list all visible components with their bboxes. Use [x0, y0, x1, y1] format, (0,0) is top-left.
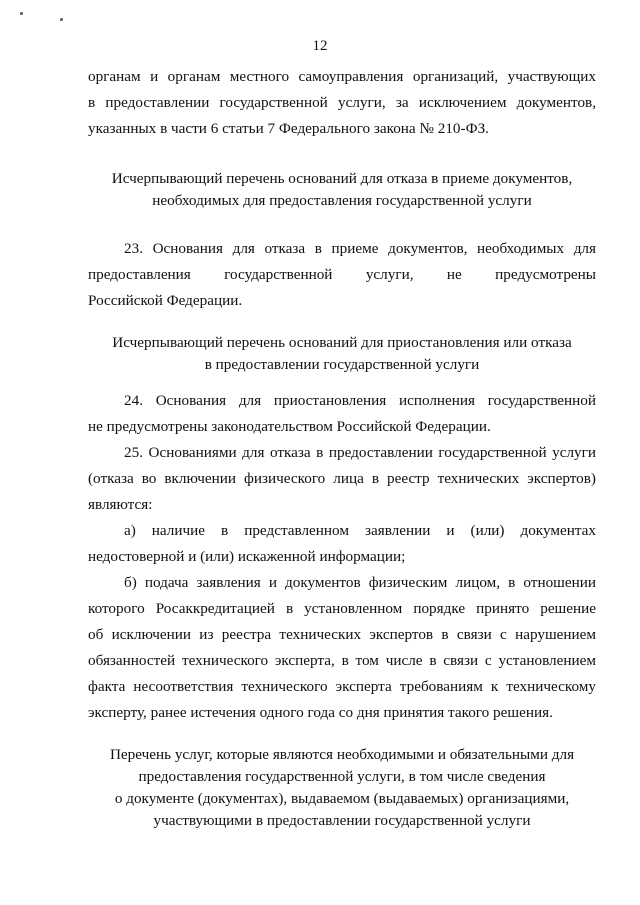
paragraph-line: органам и органам местного самоуправления организаций, участвующих — [88, 68, 596, 85]
paragraph-line: предоставления государственной услуги, не предусмотрены — [88, 266, 596, 283]
page-number: 12 — [312, 38, 328, 54]
paragraph-line: которого Росаккредитацией в установленном порядке принято решение — [88, 600, 596, 617]
paragraph-line: 23. Основания для отказа в приеме документов, необходимых для — [124, 240, 596, 257]
scan-mark — [60, 18, 63, 21]
paragraph-line: (отказа во включении физического лица в реестр технических экспертов) — [88, 470, 596, 487]
list-item-a — [88, 518, 596, 570]
paragraph-line: недостоверной и (или) искаженной информации; — [88, 548, 406, 565]
paragraph-line: обязанностей технического эксперта, в том числе в связи с установлением — [88, 652, 596, 669]
heading-line: участвующими в предоставлении государственной услуги — [153, 812, 531, 829]
paragraph-line: в предоставлении государственной услуги, за исключением документов, — [88, 94, 596, 111]
section-heading — [88, 332, 596, 376]
heading-line: предоставления государственной услуги, в том числе сведения — [138, 768, 546, 785]
paragraph-23 — [88, 236, 596, 314]
list-item-b — [88, 570, 596, 726]
intro-paragraph — [88, 64, 596, 142]
paragraph-line: 25. Основаниями для отказа в предоставлении государственной услуги — [124, 444, 596, 461]
paragraph-line: Российской Федерации. — [88, 292, 243, 309]
paragraph-24 — [88, 388, 596, 440]
paragraph-line: а) наличие в представленном заявлении и (или) документах — [124, 522, 596, 539]
paragraph-line: эксперту, ранее истечения одного года со дня принятия такого решения. — [88, 704, 553, 721]
paragraph-line: 24. Основания для приостановления исполнения государственной — [124, 392, 596, 409]
paragraph-line: не предусмотрены законодательством Российской Федерации. — [88, 418, 491, 435]
paragraph-25 — [88, 440, 596, 518]
heading-line: Перечень услуг, которые являются необходимыми и обязательными для — [109, 746, 575, 763]
heading-line: Исчерпывающий перечень оснований для отказа в приеме документов, — [111, 170, 573, 187]
paragraph-line: б) подача заявления и документов физическим лицом, в отношении — [124, 574, 596, 591]
paragraph-line: об исключении из реестра технических экспертов в связи с нарушением — [88, 626, 596, 643]
heading-line: в предоставлении государственной услуги — [204, 356, 480, 373]
scan-mark — [20, 12, 23, 15]
heading-line: о документе (документах), выдаваемом (выдаваемых) организациями, — [114, 790, 570, 807]
section-heading — [88, 744, 596, 832]
paragraph-line: факта несоответствия технического эксперта требованиям к техническому — [88, 678, 596, 695]
heading-line: необходимых для предоставления государственной услуги — [152, 192, 532, 209]
paragraph-line: указанных в части 6 статьи 7 Федерального закона № 210-ФЗ. — [88, 120, 489, 137]
section-heading — [88, 168, 596, 212]
heading-line: Исчерпывающий перечень оснований для приостановления или отказа — [112, 334, 572, 351]
paragraph-line: являются: — [88, 496, 153, 513]
